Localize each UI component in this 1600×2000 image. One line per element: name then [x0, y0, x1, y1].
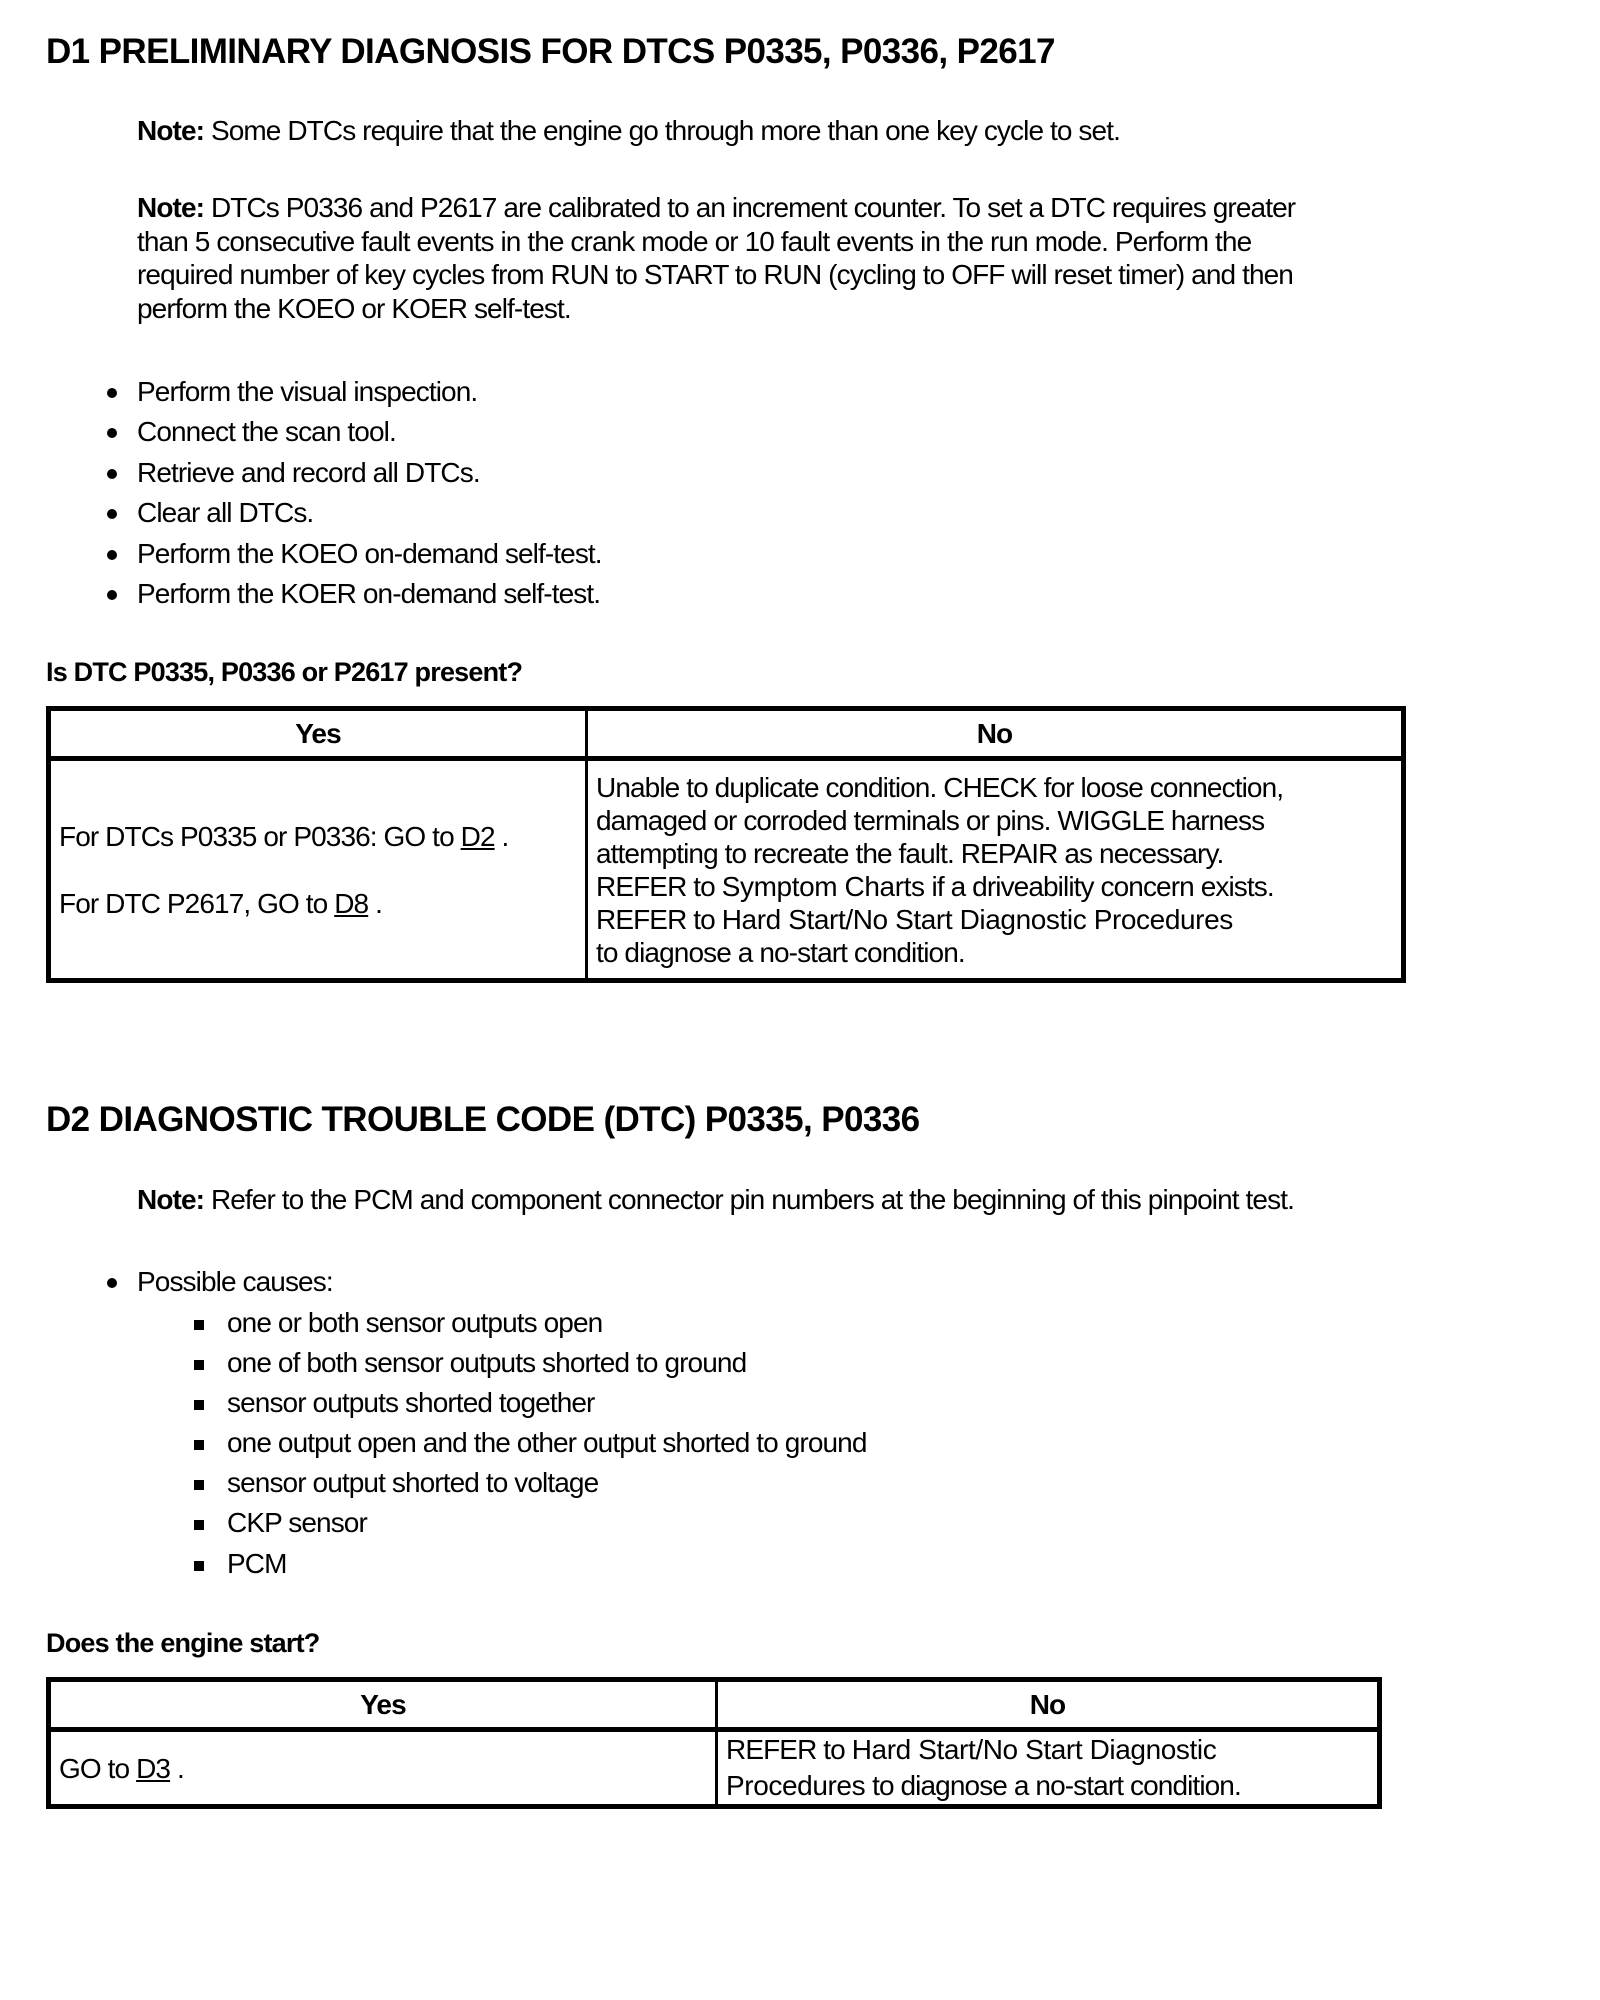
note-text: Refer to the PCM and component connector pin numbers at the beginning of this pinpoint test. [210, 1184, 1294, 1215]
link-d3[interactable]: D3 [136, 1752, 171, 1784]
list-item: one of both sensor outputs shorted to ground [227, 1347, 747, 1378]
list-item: Perform the KOEO on-demand self-test. [137, 538, 602, 569]
no-line: Unable to duplicate condition. CHECK for loose connection, [596, 771, 1284, 803]
note-label: Note: [137, 1184, 205, 1215]
period: . [375, 887, 382, 919]
yes-cell [49, 1730, 717, 1807]
question-engine-start: Does the engine start? [46, 1628, 320, 1658]
decision-table-d1 [46, 706, 1406, 983]
square-bullet-icon [194, 1440, 204, 1450]
yes-header: Yes [49, 709, 587, 759]
note-key-cycle [137, 114, 1120, 148]
period: . [176, 1752, 184, 1784]
link-hard-start[interactable]: Hard Start/No Start Diagnostic [851, 1734, 1217, 1765]
link-symptom-charts[interactable]: Symptom Charts [721, 870, 925, 902]
note-label: Note: [137, 192, 205, 223]
square-bullet-icon [194, 1360, 204, 1370]
square-bullet-icon [194, 1400, 204, 1410]
no-header: No [587, 709, 1404, 759]
list-item: sensor output shorted to voltage [227, 1467, 599, 1498]
list-item: one or both sensor outputs open [227, 1307, 603, 1338]
yes-header: Yes [49, 1680, 717, 1730]
square-bullet-icon [194, 1320, 204, 1330]
no-line: attempting to recreate the fault. REPAIR as necessary. [596, 837, 1224, 869]
list-item: PCM [227, 1548, 287, 1579]
no-line: to diagnose a no-start condition. [596, 936, 965, 968]
note-line: required number of key cycles from RUN to START to RUN (cycling to OFF will reset timer) and then [137, 259, 1293, 290]
list-item: Perform the KOER on-demand self-test. [137, 578, 601, 609]
link-hard-start[interactable]: Hard Start/No Start Diagnostic Procedures [721, 903, 1233, 935]
list-item: Clear all DTCs. [137, 497, 314, 528]
decision-table-d2 [46, 1677, 1382, 1809]
note-text: Some DTCs require that the engine go through more than one key cycle to set. [210, 115, 1120, 146]
list-item: Connect the scan tool. [137, 416, 396, 447]
yes-cell [49, 759, 587, 981]
link-d2[interactable]: D2 [460, 820, 495, 852]
no-line: if a driveability concern exists. [931, 870, 1274, 902]
list-item: one output open and the other output shorted to ground [227, 1427, 867, 1458]
refer-text: REFER to [596, 903, 715, 935]
square-bullet-icon [194, 1561, 204, 1571]
no-line: damaged or corroded terminals or pins. WIGGLE harness [596, 804, 1265, 836]
period: . [501, 820, 509, 852]
list-item: Perform the visual inspection. [137, 376, 478, 407]
list-item: sensor outputs shorted together [227, 1387, 595, 1418]
question-dtc-present: Is DTC P0335, P0336 or P2617 present? [46, 657, 523, 687]
note-line: DTCs P0336 and P2617 are calibrated to an increment counter. To set a DTC requires greater [210, 192, 1296, 223]
link-d8[interactable]: D8 [334, 887, 369, 919]
link-hard-start-cont[interactable]: Procedures [726, 1770, 866, 1801]
yes-text: For DTCs P0335 or P0336: GO to [59, 820, 461, 852]
note-line: perform the KOEO or KOER self-test. [137, 292, 571, 324]
square-bullet-icon [194, 1480, 204, 1490]
bullet-icon [107, 428, 117, 438]
possible-causes-label: Possible causes: [137, 1266, 333, 1297]
section-title-d2: D2 DIAGNOSTIC TROUBLE CODE (DTC) P0335, P0336 [46, 1100, 920, 1139]
yes-text: For DTC P2617, GO to [59, 887, 335, 919]
note-pin-numbers [137, 1183, 1294, 1217]
no-cell [717, 1730, 1380, 1807]
bullet-icon [107, 509, 117, 519]
bullet-icon [107, 469, 117, 479]
list-item: CKP sensor [227, 1507, 367, 1538]
square-bullet-icon [194, 1520, 204, 1530]
bullet-icon [107, 550, 117, 560]
bullet-icon [107, 590, 117, 600]
no-header: No [717, 1680, 1380, 1730]
note-increment-counter [137, 191, 1295, 325]
refer-text: REFER to [726, 1734, 845, 1765]
bullet-icon [107, 1278, 117, 1288]
refer-text: REFER to [596, 870, 715, 902]
section-title-d1: D1 PRELIMINARY DIAGNOSIS FOR DTCS P0335, P0336, P2617 [46, 32, 1055, 71]
yes-text: GO to [59, 1752, 137, 1784]
note-label: Note: [137, 115, 205, 146]
list-item: Retrieve and record all DTCs. [137, 457, 480, 488]
bullet-icon [107, 388, 117, 398]
no-line: to diagnose a no-start condition. [872, 1770, 1241, 1801]
note-line: than 5 consecutive fault events in the crank mode or 10 fault events in the run mode. Perform the [137, 225, 1252, 257]
no-cell [587, 759, 1404, 981]
